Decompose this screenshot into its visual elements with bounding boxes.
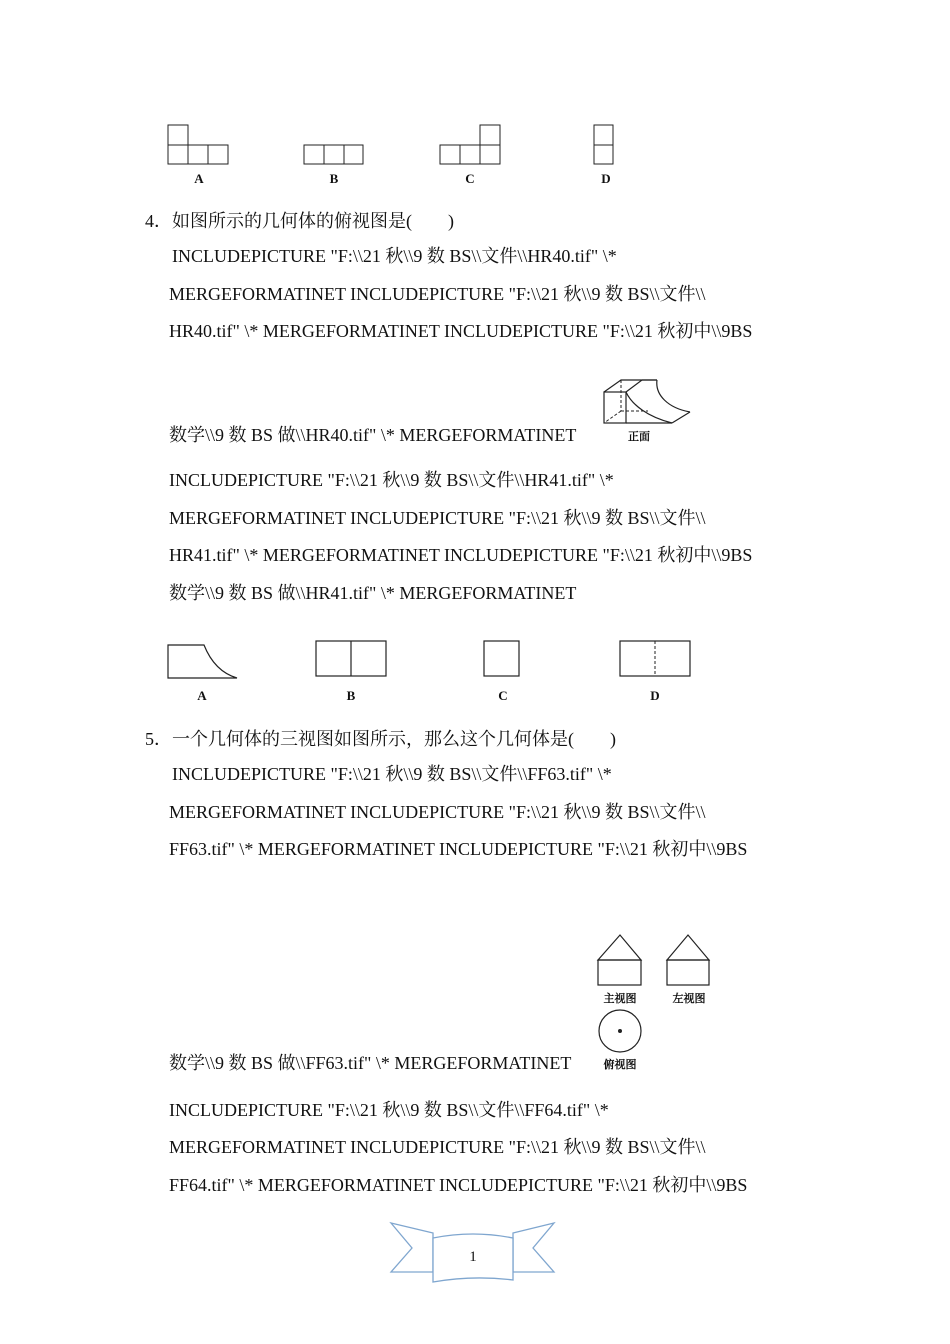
q3-option-c-label: C [465, 171, 475, 186]
q4-stem: 4．如图所示的几何体的俯视图是( ) [145, 211, 454, 231]
page-number: 1 [469, 1249, 477, 1265]
q5-line-2: MERGEFORMATINET INCLUDEPICTURE "F:\\21 秋\\9 数 BS\\文件\\ [169, 802, 706, 822]
q4-option-c-label: C [498, 688, 508, 703]
q5-line-6: MERGEFORMATINET INCLUDEPICTURE "F:\\21 秋\\9 数 BS\\文件\\ [169, 1137, 706, 1157]
q4-option-d-label: D [650, 688, 660, 703]
q3-option-b-label: B [329, 171, 339, 186]
q4-line-2: MERGEFORMATINET INCLUDEPICTURE "F:\\21 秋\\9 数 BS\\文件\\ [169, 284, 706, 304]
q4-line-7: HR41.tif" \* MERGEFORMATINET INCLUDEPICTURE "F:\\21 秋初中\\9BS [169, 545, 753, 565]
q4-line-5: INCLUDEPICTURE "F:\\21 秋\\9 数 BS\\文件\\HR41.tif" \* [169, 470, 614, 490]
q5-line-3: FF63.tif" \* MERGEFORMATINET INCLUDEPICTURE "F:\\21 秋初中\\9BS [169, 839, 748, 859]
q5-front-caption: 主视图 [603, 993, 637, 1005]
q4-line-3: HR40.tif" \* MERGEFORMATINET INCLUDEPICTURE "F:\\21 秋初中\\9BS [169, 321, 753, 341]
q5-line-7: FF64.tif" \* MERGEFORMATINET INCLUDEPICTURE "F:\\21 秋初中\\9BS [169, 1175, 748, 1195]
q4-line-4: 数学\\9 数 BS 做\\HR40.tif" \* MERGEFORMATINET [169, 425, 577, 445]
q5-line-5: INCLUDEPICTURE "F:\\21 秋\\9 数 BS\\文件\\FF64.tif" \* [169, 1100, 609, 1120]
q4-figure-caption: 正面 [628, 431, 650, 443]
q3-option-a-label: A [194, 171, 204, 186]
q3-option-d-label: D [601, 171, 611, 186]
q4-option-b-label: B [346, 688, 356, 703]
q5-line-1: INCLUDEPICTURE "F:\\21 秋\\9 数 BS\\文件\\FF63.tif" \* [172, 764, 612, 784]
q4-line-6: MERGEFORMATINET INCLUDEPICTURE "F:\\21 秋\\9 数 BS\\文件\\ [169, 508, 706, 528]
q4-line-8: 数学\\9 数 BS 做\\HR41.tif" \* MERGEFORMATINET [169, 583, 577, 603]
q5-line-4: 数学\\9 数 BS 做\\FF63.tif" \* MERGEFORMATINET [169, 1053, 572, 1073]
q4-line-1: INCLUDEPICTURE "F:\\21 秋\\9 数 BS\\文件\\HR40.tif" \* [172, 246, 617, 266]
q5-side-caption: 左视图 [672, 993, 706, 1005]
q4-option-a-label: A [197, 688, 207, 703]
q5-top-caption: 俯视图 [603, 1059, 637, 1071]
q5-stem: 5．一个几何体的三视图如图所示，那么这个几何体是( ) [145, 729, 616, 749]
